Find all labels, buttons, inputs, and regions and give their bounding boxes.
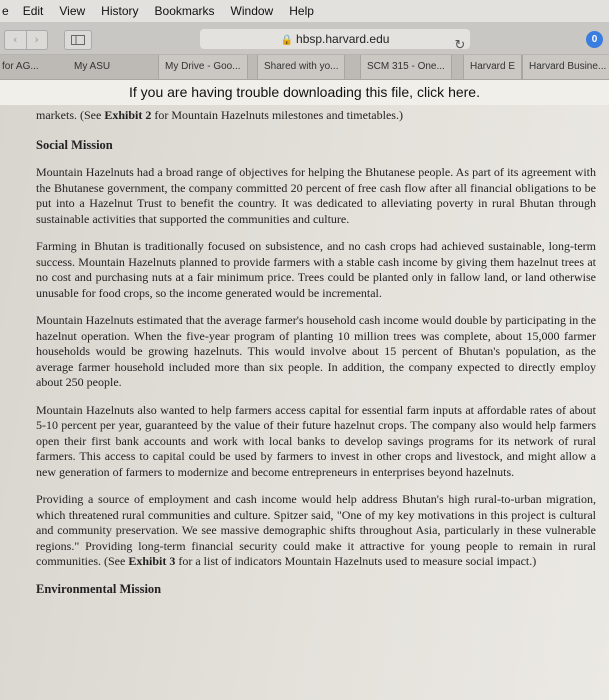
bookmark-for-ag[interactable]: for AG... [2, 61, 39, 72]
lock-icon: 🔒 [280, 35, 294, 46]
forward-button[interactable]: › [34, 33, 39, 46]
bookmark-shared-with[interactable]: Shared with yo... [257, 55, 345, 79]
sidebar-icon [71, 35, 85, 45]
browser-toolbar [0, 22, 609, 55]
exhibit-3-ref: Exhibit 3 [128, 554, 176, 568]
menu-help[interactable]: Help [289, 4, 314, 18]
paragraph-3: Mountain Hazelnuts estimated that the average farmer's household cash income would double by participating in the hazelnut operation. When the five-year program of planting 10 million trees was complete, about 15,000 farmer households would be growing hazelnuts. This would involve about 15 percent of Bhutan's population, as the average farmer household included more than six people. In addition, the company expected to directly employ about 250 people. [36, 313, 596, 389]
paragraph-5: Providing a source of employment and cash income would help address Bhutan's high rural-to-urban migration, which threatened rural communities and culture. Spitzer said, "One of my key motivations in this project is cultural and community preservation. We see massive demographic shifts throughout Asia, particularly in these vulnerable regions." Providing long-term financial security could make it attractive for young people to remain in rural communities. (See Exhibit 3 for a list of indicators Mountain Hazelnuts used to measure social impact.) [36, 492, 596, 568]
paragraph-1: Mountain Hazelnuts had a broad range of objectives for helping the Bhutanese people. As part of its agreement with the Bhutanese government, the company committed 20 percent of free cash flow after all financial obligations to be put into a Hazelnut Trust to benefit the country. It was dedicated to alleviating poverty in rural Bhutan through sustainable activities that supported the communities and culture. [36, 165, 596, 226]
page-content [0, 80, 609, 700]
menu-app[interactable]: e [2, 4, 9, 18]
sidebar-button[interactable] [64, 30, 92, 50]
nav-buttons [4, 30, 48, 50]
menu-bar [0, 0, 609, 22]
address-text: hbsp.harvard.edu [296, 32, 390, 46]
bookmark-my-drive[interactable]: My Drive - Goo... [158, 55, 248, 79]
address-bar[interactable] [200, 29, 470, 53]
document-body [36, 108, 596, 609]
bookmark-scm-315[interactable]: SCM 315 - One... [360, 55, 452, 79]
menu-view[interactable]: View [59, 4, 86, 18]
heading-social-mission: Social Mission [36, 137, 113, 152]
bookmark-harvard-e[interactable]: Harvard E [463, 55, 522, 79]
menu-window[interactable]: Window [230, 4, 274, 18]
menu-bookmarks[interactable]: Bookmarks [154, 4, 215, 18]
bookmark-my-asu[interactable]: My ASU [74, 61, 111, 72]
menu-history[interactable]: History [101, 4, 139, 18]
heading-environmental-mission: Environmental Mission [36, 581, 162, 596]
bookmarks-bar [0, 55, 609, 80]
lead-paragraph: markets. (See Exhibit 2 for Mountain Hazelnuts milestones and timetables.) [36, 108, 403, 122]
exhibit-2-ref: Exhibit 2 [104, 108, 152, 122]
menu-edit[interactable]: Edit [22, 4, 44, 18]
bookmark-harvard-business[interactable]: Harvard Busine... [522, 55, 609, 79]
back-button[interactable]: ‹ [5, 31, 27, 49]
paragraph-2: Farming in Bhutan is traditionally focused on subsistence, and no cash crops had achieved sustainable, long-term success. Mountain Hazelnuts planned to provide farmers with a stable cash income by giving them hazelnut trees at no cost and purchasing nuts at a fair minimum price. Trees could be planted only in fallow land, or land otherwise unusable for food crops, so the income generated would be incremental. [36, 239, 596, 300]
notification-badge[interactable]: 0 [586, 31, 603, 48]
download-help-banner[interactable]: If you are having trouble downloading this file, click here. [0, 80, 609, 105]
reload-icon[interactable]: ↻ [454, 38, 466, 53]
paragraph-4: Mountain Hazelnuts also wanted to help farmers access capital for essential farm inputs at affordable rates of about 5-10 percent per year, guaranteed by the value of their future hazelnut crops. The company also would help farmers open their first bank accounts and work with local banks to develop savings programs for its network of rural farmers. This access to capital could be used by farmers to invest in other crops and livestock, and might allow a new generation of farmers to modernize and become entrepreneurs in enterprises beyond hazelnuts. [36, 402, 596, 479]
